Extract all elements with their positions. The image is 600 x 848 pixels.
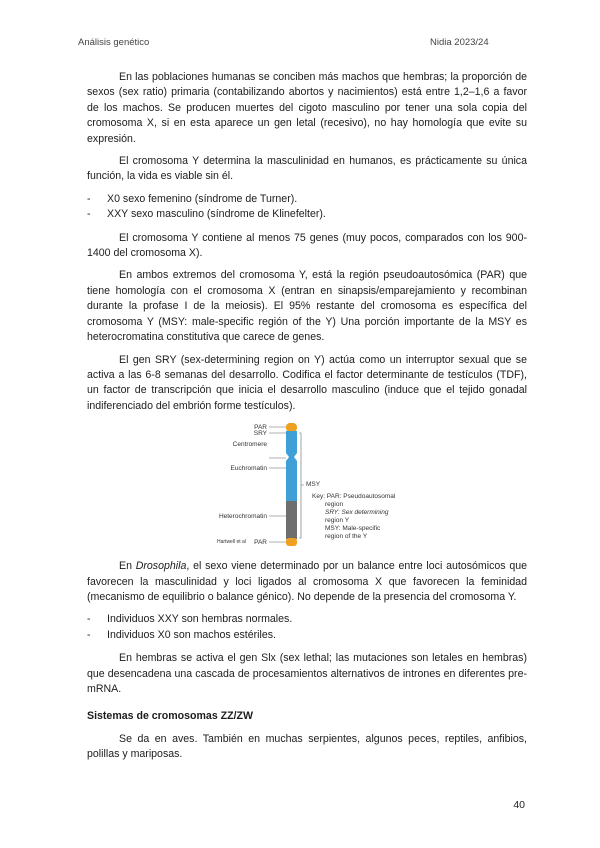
figure-credit: Hartwell et al	[217, 539, 246, 546]
label-centromere: Centromere	[232, 441, 267, 449]
header-title: Análisis genético	[78, 37, 150, 48]
paragraph: El gen SRY (sex-determining region on Y) actúa como un interruptor sexual que se activa a las 6-8 semanas del desarrollo. Codifica el factor determinante de testículos (TDF), un factor de transcripción que inicia el desarrollo masculino (induce que el tejido gonadal indiferenciado del embrión forme testículos).	[87, 353, 527, 412]
label-msy: MSY	[306, 481, 321, 489]
euchromatin-lower	[286, 461, 297, 501]
par-top-region	[286, 423, 297, 432]
msy-bracket	[299, 433, 304, 538]
page-number: 40	[513, 799, 525, 811]
paragraph: El cromosoma Y determina la masculinidad en humanos, es prácticamente su única función, la vida es viable sin él.	[87, 155, 527, 183]
heterochromatin-region	[286, 501, 297, 539]
key-line: Key: PAR: Pseudoautosomal	[312, 493, 396, 501]
list-item: - XXY sexo masculino (síndrome de Klinefelter).	[87, 207, 527, 222]
key-line: SRY: Sex determining	[325, 509, 389, 517]
paragraph: En ambos extremos del cromosoma Y, está la región pseudoautosómica (PAR) que tiene homología con el cromosoma X (entran en sinapsis/emparejamiento y recombinan durante la profase I de la meiosis). El 95% restante del cromosoma es específica del cromosoma Y (MSY: male-specific región of the Y) Una porción importante de la MSY es heterocromatina constitutiva que carece de genes.	[87, 269, 527, 344]
list	[87, 612, 527, 643]
label-par-bottom: PAR	[254, 539, 267, 547]
paragraph: El cromosoma Y contiene al menos 75 genes (muy pocos, comparados con los 900-1400 del cromosoma X).	[87, 231, 527, 260]
key-line: region Y	[325, 517, 350, 525]
paragraph-text: , el sexo viene determinado por un balance entre loci autosómicos que favorecen la masculinidad y loci ligados al cromosoma X que favorecen la feminidad (mecanismo de equilibrio o balance génico). No depende de la presencia del cromosoma Y.	[87, 560, 527, 603]
page-content	[87, 70, 527, 770]
section-heading: Sistemas de cromosomas ZZ/ZW	[87, 710, 254, 723]
paragraph: En hembras se activa el gen Slx (sex lethal; las mutaciones son letales en hembras) que desencadena una cascada de procesamientos alternativos de intrones en diferentes pre-mRNA.	[87, 652, 527, 695]
y-chromosome-figure	[87, 421, 527, 549]
header-author: Nidia 2023/24	[430, 37, 489, 48]
label-heterochromatin: Heterochromatin	[218, 513, 267, 521]
key-line: MSY: Male-specific	[325, 525, 381, 533]
label-euchromatin: Euchromatin	[230, 465, 267, 473]
list-item: - X0 sexo femenino (síndrome de Turner).	[87, 192, 527, 207]
label-sry: SRY	[253, 430, 267, 438]
par-bottom-region	[286, 538, 297, 546]
list-item: - Individuos X0 son machos estériles.	[87, 628, 527, 643]
key-line: region of the Y	[325, 533, 368, 541]
centromere	[286, 453, 297, 461]
key-line: region	[325, 501, 344, 509]
label-par-top: PAR	[254, 424, 267, 432]
italic-term: Drosophila	[135, 560, 187, 573]
euchromatin-upper	[286, 431, 297, 453]
paragraph-prefix: En	[119, 560, 136, 573]
list	[87, 192, 527, 223]
paragraph	[87, 559, 527, 605]
paragraph: En las poblaciones humanas se conciben más machos que hembras; la proporción de sexos (sex ratio) primaria (contabilizando abortos y nacimientos) está entre 1,2–1,6 a favor de los machos. Se producen muertes del cigoto masculino por tener una sola copia del cromosoma X, si en esta aparece un gen letal (recesivo), no hay homología que evite su expresión.	[87, 71, 527, 145]
list-item: - Individuos XXY son hembras normales.	[87, 612, 527, 627]
paragraph: Se da en aves. También en muchas serpientes, algunos peces, reptiles, anfibios, polillas y mariposas.	[87, 732, 527, 761]
